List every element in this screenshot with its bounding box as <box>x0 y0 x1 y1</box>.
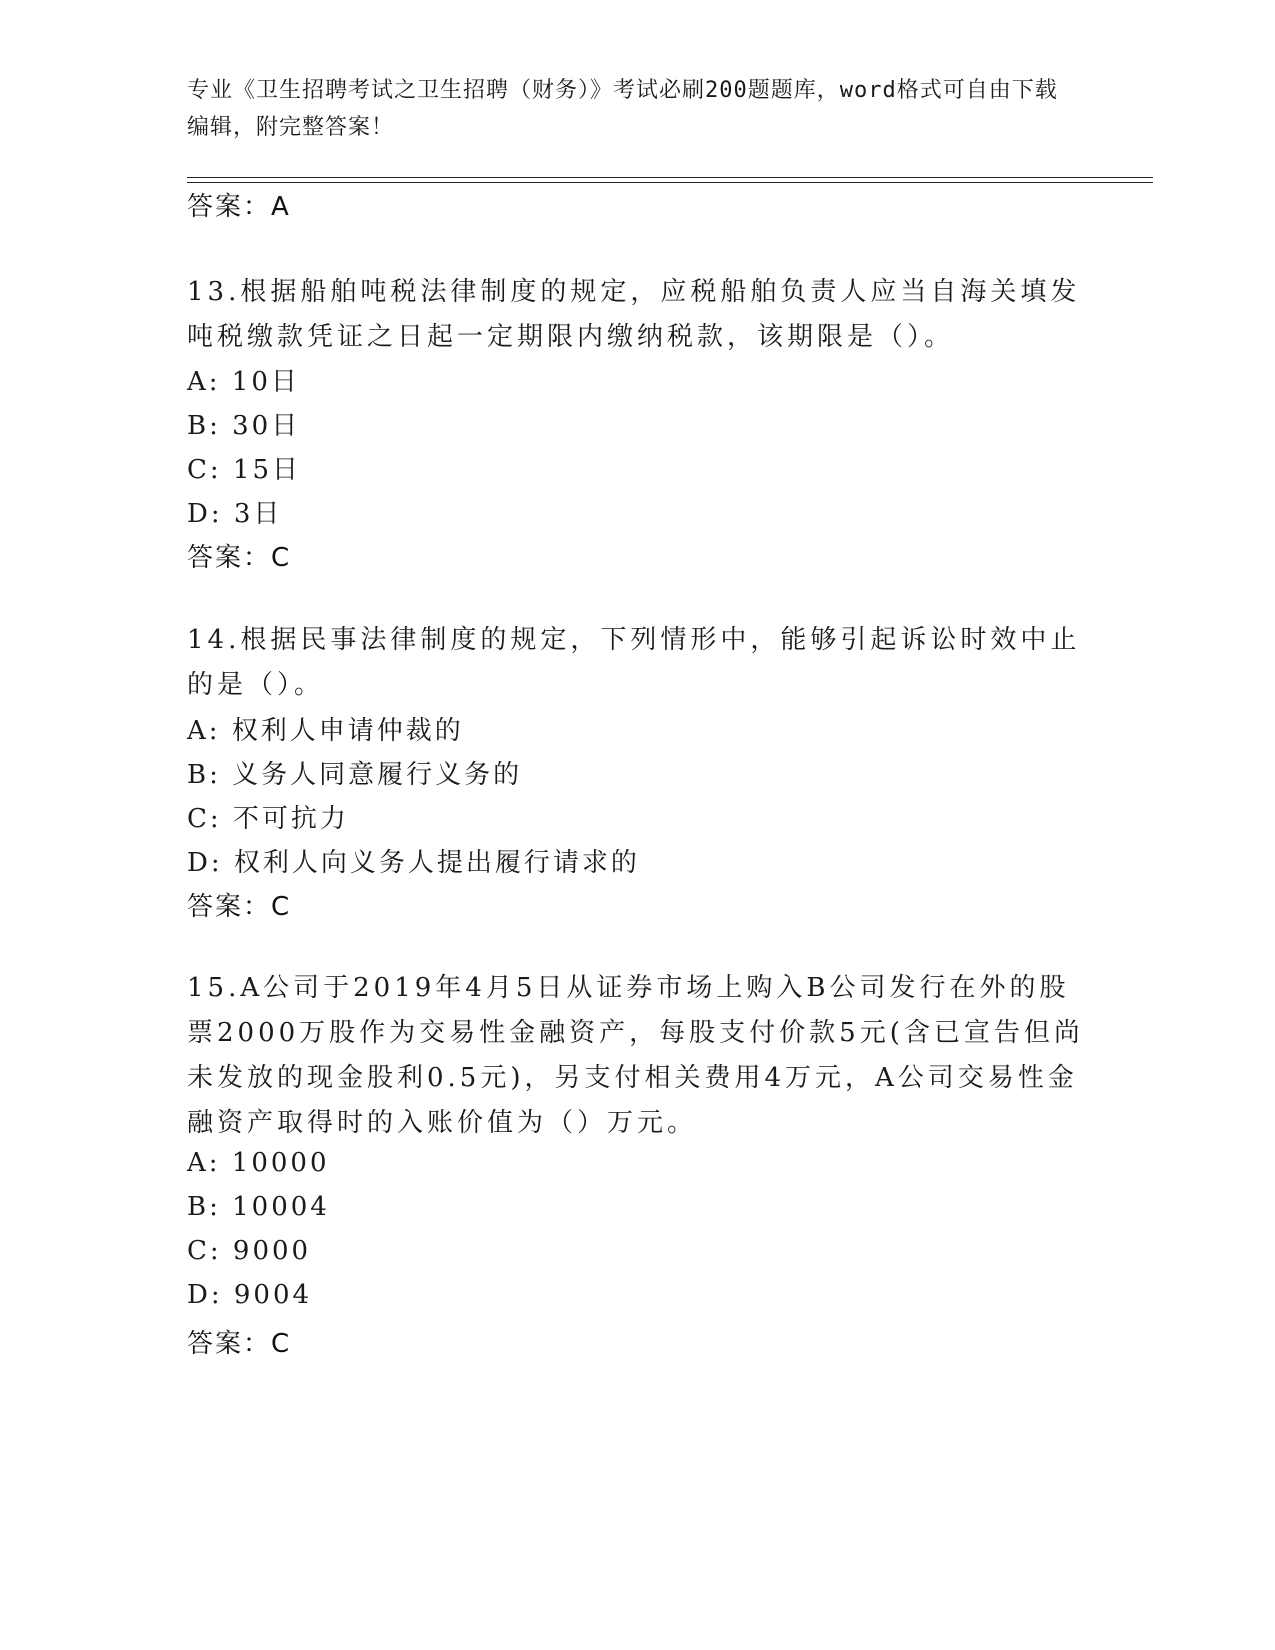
question-13-option-c: C: 15日 <box>187 455 302 485</box>
question-15-option-b: B: 10004 <box>187 1192 330 1222</box>
question-14-option-c: C: 不可抗力 <box>187 804 349 834</box>
question-15-answer: 答案：C <box>187 1329 292 1359</box>
page-header: 专业《卫生招聘考试之卫生招聘（财务）》考试必刷200题题库，word格式可自由下载编辑，附完整答案！ <box>187 78 1058 140</box>
question-13-answer: 答案：C <box>187 543 292 573</box>
question-14-option-d: D: 权利人向义务人提出履行请求的 <box>187 848 640 878</box>
question-13-option-d: D: 3日 <box>187 499 283 529</box>
question-15-option-c: C: 9000 <box>187 1236 312 1266</box>
question-13-option-b: B: 30日 <box>187 411 301 441</box>
question-13-option-a: A: 10日 <box>187 367 300 397</box>
question-14-option-b: B: 义务人同意履行义务的 <box>187 760 523 790</box>
question-14-answer: 答案：C <box>187 892 292 922</box>
question-15-option-a: A: 10000 <box>187 1148 330 1178</box>
question-15-option-d: D: 9004 <box>187 1280 313 1310</box>
header-divider-top <box>187 177 1153 178</box>
question-14-stem: 14.根据民事法律制度的规定，下列情形中，能够引起诉讼时效中止的是（）。 <box>187 625 1081 700</box>
question-13-stem: 13.根据船舶吨税法律制度的规定，应税船舶负责人应当自海关填发吨税缴款凭证之日起一定期限内缴纳税款，该期限是（）。 <box>187 277 1081 352</box>
question-14-option-a: A: 权利人申请仲裁的 <box>187 716 464 746</box>
question-15-stem: 15.A公司于2019年4月5日从证券市场上购入B公司发行在外的股票2000万股作为交易性金融资产，每股支付价款5元(含已宣告但尚未发放的现金股利0.5元)，另支付相关费用4万元，A公司交易性金融资产取得时的入账价值为（）万元。 <box>187 973 1084 1138</box>
previous-answer: 答案：A <box>187 192 291 222</box>
header-divider-bottom <box>187 182 1153 183</box>
